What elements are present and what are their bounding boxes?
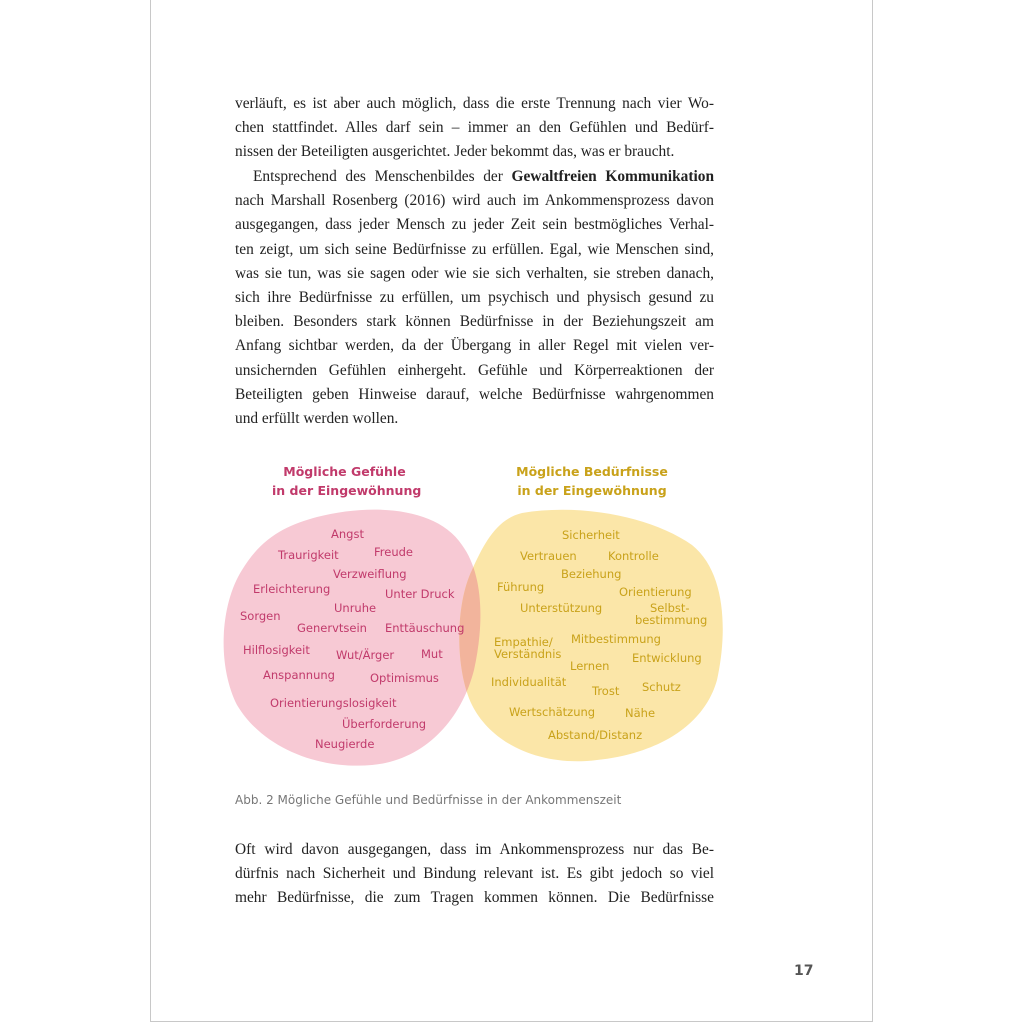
- text-line: verläuft, es ist aber auch möglich, dass die erste Trennung nach vier Wo-: [235, 95, 714, 112]
- feeling-word: Unter Druck: [385, 587, 455, 601]
- left-title-line: in der Eingewöhnung: [272, 483, 422, 498]
- need-word: Schutz: [642, 680, 681, 694]
- text-line: was sie tun, was sie sagen oder wie sie sich verhalten, sie streben danach,: [235, 264, 714, 282]
- feeling-word: Mut: [421, 647, 443, 661]
- need-word: Nähe: [625, 706, 656, 720]
- need-word: bestimmung: [635, 613, 708, 627]
- need-word: Sicherheit: [562, 528, 620, 542]
- text-line: Anfang sichtbar werden, da der Übergang in aller Regel mit vielen ver-: [235, 337, 714, 355]
- text-line: mehr Bedürfnisse, die zum Tragen kommen können. Die Bedürfnisse: [235, 889, 714, 907]
- need-word: Mitbestimmung: [571, 632, 661, 646]
- second-paragraph: [235, 165, 714, 431]
- text-line: unsichernden Gefühlen einhergeht. Gefühle und Körperreaktionen der: [235, 361, 714, 379]
- text-line: Beteiligten geben Hinweise darauf, welche Bedürfnisse wahrgenommen: [235, 385, 714, 403]
- feeling-word: Hilflosigkeit: [243, 643, 310, 657]
- feeling-word: Überforderung: [342, 717, 427, 731]
- venn-figure: [222, 455, 732, 775]
- feeling-word: Anspannung: [263, 668, 335, 682]
- text-line: chen stattfindet. Alles darf sein – immer an den Gefühlen und Bedürf-: [235, 119, 714, 137]
- need-word: Orientierung: [619, 585, 692, 599]
- feeling-word: Traurigkeit: [278, 548, 339, 562]
- text-line: [235, 165, 714, 189]
- need-word: Kontrolle: [608, 549, 659, 563]
- need-word: Unterstützung: [520, 601, 603, 615]
- feeling-word: Verzweiflung: [333, 567, 407, 581]
- right-title-line: Mögliche Bedürfnisse: [516, 464, 668, 479]
- need-word: Führung: [497, 580, 545, 594]
- left-title: [272, 462, 422, 500]
- text-line: ausgegangen, dass jeder Mensch zu jeder Zeit sein bestmögliches Verhal-: [235, 216, 714, 234]
- feeling-word: Optimismus: [370, 671, 439, 685]
- text-line: nach Marshall Rosenberg (2016) wird auch im Ankommensprozess davon: [235, 192, 714, 210]
- text-line: bleiben. Besonders stark können Bedürfnisse in der Beziehungszeit am: [235, 313, 714, 331]
- need-word: Wertschätzung: [509, 705, 596, 719]
- text-line: dürfnis nach Sicherheit und Bindung relevant ist. Es gibt jedoch so viel: [235, 865, 714, 883]
- text-line: ten zeigt, um sich seine Bedürfnisse zu erfüllen. Egal, wie Menschen sind,: [235, 240, 714, 258]
- feeling-word: Wut/Ärger: [336, 648, 395, 662]
- feeling-word: Unruhe: [334, 601, 377, 615]
- need-word: Empathie/: [494, 635, 553, 649]
- need-word: Trost: [592, 684, 620, 698]
- feeling-word: Angst: [331, 527, 364, 541]
- left-title-line: Mögliche Gefühle: [283, 464, 406, 479]
- text-line: sich ihre Bedürfnisse zu erfüllen, um psychisch und physisch gesund zu: [235, 289, 714, 307]
- feeling-word: Neugierde: [315, 737, 375, 751]
- feeling-word: Erleichterung: [253, 582, 331, 596]
- bottom-paragraph: [235, 838, 714, 911]
- text-line: Oft wird davon ausgegangen, dass im Ankommensprozess nur das Be-: [235, 841, 714, 858]
- text-line: nissen der Beteiligten ausgerichtet. Jeder bekommt das, was er braucht.: [235, 143, 675, 161]
- figure-caption: Abb. 2 Mögliche Gefühle und Bedürfnisse in der Ankommenszeit: [235, 793, 622, 807]
- top-paragraph: [235, 92, 714, 165]
- need-word: Verständnis: [494, 647, 562, 661]
- text-fragment: Entsprechend des Menschenbildes der: [253, 168, 512, 185]
- need-word: Entwicklung: [632, 651, 702, 665]
- feeling-word: Orientierungslosigkeit: [270, 696, 397, 710]
- right-title: [512, 462, 672, 500]
- need-word: Individualität: [491, 675, 567, 689]
- need-word: Selbst-: [650, 601, 690, 615]
- feeling-word: Enttäuschung: [385, 621, 465, 635]
- need-word: Lernen: [570, 659, 610, 673]
- feeling-word: Freude: [374, 545, 413, 559]
- feeling-word: Sorgen: [240, 609, 281, 623]
- bold-term: Gewaltfreien Kommunikation: [511, 168, 714, 185]
- need-word: Beziehung: [561, 567, 622, 581]
- right-title-line: in der Eingewöhnung: [517, 483, 667, 498]
- need-word: Vertrauen: [520, 549, 577, 563]
- need-word: Abstand/Distanz: [548, 728, 643, 742]
- feeling-word: Genervtsein: [297, 621, 367, 635]
- page-number: 17: [794, 963, 814, 979]
- text-line: und erfüllt werden wollen.: [235, 410, 399, 428]
